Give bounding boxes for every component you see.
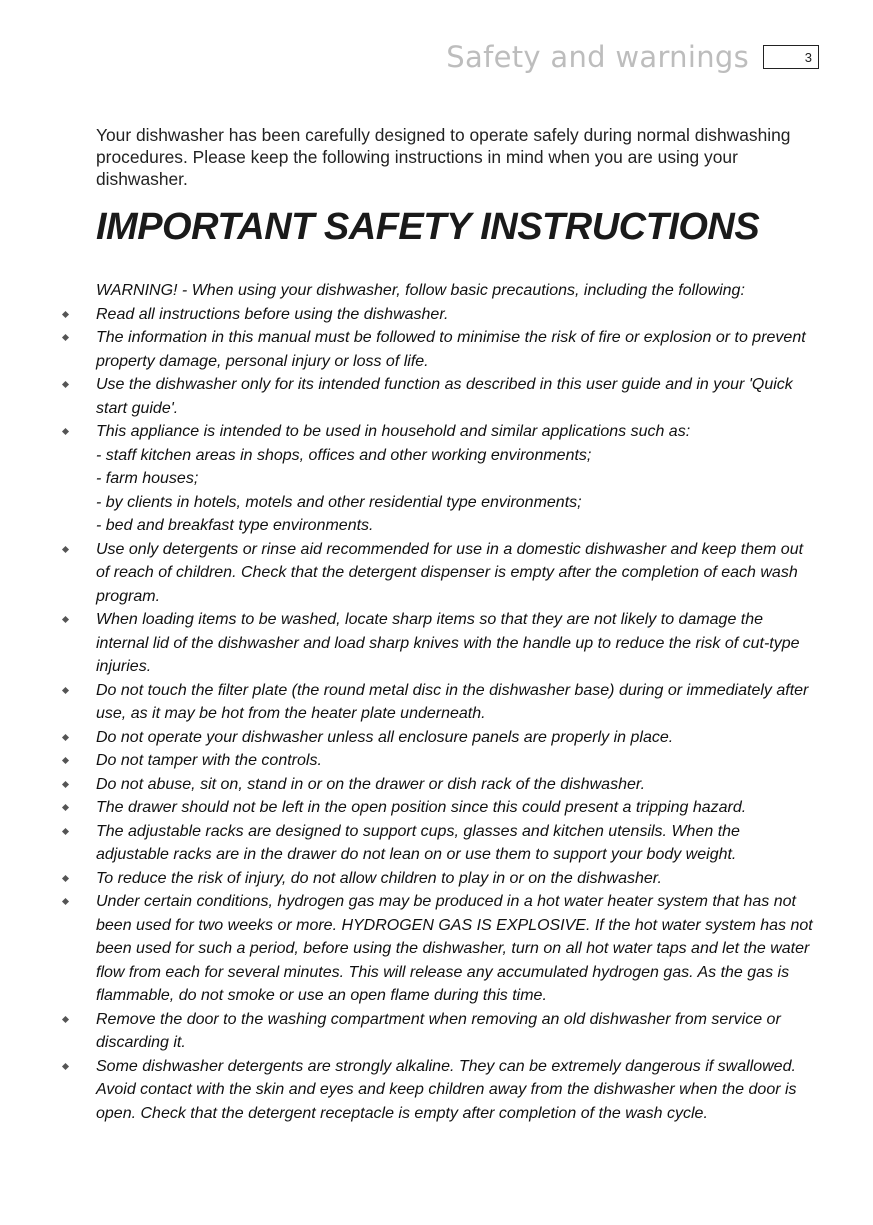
list-item — [96, 890, 816, 1008]
list-item-text: Use only detergents or rinse aid recommended for use in a domestic dishwasher and keep them out of reach of children. Check that the detergent dispenser is empty after the completion of each wash program. — [96, 540, 804, 605]
sub-list-item: - farm houses; — [96, 470, 199, 487]
list-item — [96, 420, 816, 538]
sub-list-item: - by clients in hotels, motels and other residential type environments; — [96, 493, 582, 511]
bullet-icon — [62, 616, 69, 623]
safety-instructions — [96, 279, 816, 1125]
list-item — [96, 679, 816, 726]
bullet-list — [96, 303, 816, 1126]
list-item — [96, 726, 816, 750]
bullet-icon — [62, 757, 69, 764]
bullet-icon — [62, 733, 69, 740]
page-header — [446, 40, 819, 74]
list-item — [96, 538, 816, 609]
sub-list-item: - bed and breakfast type environments. — [96, 517, 374, 534]
bullet-icon — [62, 1062, 69, 1069]
list-item — [96, 796, 816, 820]
bullet-icon — [62, 545, 69, 552]
bullet-icon — [62, 780, 69, 787]
bullet-icon — [62, 686, 69, 693]
page-number: 3 — [763, 45, 819, 69]
list-item-text: When loading items to be washed, locate sharp items so that they are not likely to damage the internal lid of the dishwasher and load sharp knives with the handle up to reduce the risk of cut-type injuries. — [96, 611, 800, 675]
list-item — [96, 820, 816, 867]
list-item-text: Do not abuse, sit on, stand in or on the drawer or dish rack of the dishwasher. — [96, 775, 646, 793]
intro-text: Your dishwasher has been carefully designed to operate safely during normal dishwashing procedures. Please keep the following instructions in mind when you are using your dishwasher. — [96, 125, 791, 189]
list-item-text: Do not operate your dishwasher unless all enclosure panels are properly in place. — [96, 728, 674, 746]
list-item — [96, 373, 816, 420]
list-item-text: The adjustable racks are designed to support cups, glasses and kitchen utensils. When the adjustable racks are in the drawer do not lean on or use them to support your body weight. — [96, 822, 740, 863]
bullet-icon — [62, 874, 69, 881]
list-item — [96, 608, 816, 679]
list-item-text: The drawer should not be left in the open position since this could present a tripping hazard. — [96, 799, 747, 816]
main-heading: IMPORTANT SAFETY INSTRUCTIONS — [96, 206, 760, 248]
sub-list-item: - staff kitchen areas in shops, offices and other working environments; — [96, 446, 592, 464]
bullet-icon — [62, 898, 69, 905]
bullet-icon — [62, 827, 69, 834]
section-title: Safety and warnings — [446, 40, 749, 74]
bullet-icon — [62, 310, 69, 317]
list-item — [96, 1008, 816, 1055]
list-item-text: Some dishwasher detergents are strongly alkaline. They can be extremely dangerous if swallowed. Avoid contact with the skin and eyes and keep children away from the dishwasher when the door is open. Check that the detergent receptacle is empty after completion of the wash cycle. — [96, 1057, 797, 1122]
list-item-text: This appliance is intended to be used in household and similar applications such as: — [96, 423, 691, 440]
list-item-text: Do not tamper with the controls. — [96, 752, 322, 769]
list-item-text: To reduce the risk of injury, do not allow children to play in or on the dishwasher. — [96, 869, 662, 887]
list-item-text: Do not touch the filter plate (the round metal disc in the dishwasher base) during or immediately after use, as it may be hot from the heater plate underneath. — [96, 681, 809, 722]
list-item-text: Under certain conditions, hydrogen gas may be produced in a hot water heater system that has not been used for two weeks or more. HYDROGEN GAS IS EXPLOSIVE. If the hot water system has not been used for such a period, before using the dishwasher, turn on all hot water taps and let the water flow from each for several minutes. This will release any accumulated hydrogen gas. As the gas is flammable, do not smoke or use an open flame during this time. — [96, 893, 813, 1004]
bullet-icon — [62, 804, 69, 811]
list-item — [96, 326, 816, 373]
list-item — [96, 303, 816, 327]
list-item — [96, 1055, 816, 1126]
list-item-text: The information in this manual must be followed to minimise the risk of fire or explosion or to prevent property damage, personal injury or loss of life. — [96, 329, 806, 370]
bullet-icon — [62, 1015, 69, 1022]
list-item-text: Use the dishwasher only for its intended function as described in this user guide and in your 'Quick start guide'. — [96, 376, 793, 417]
warning-text: WARNING! - When using your dishwasher, follow basic precautions, including the following: — [96, 282, 745, 299]
bullet-icon — [62, 428, 69, 435]
intro-paragraph — [96, 124, 796, 190]
bullet-icon — [62, 334, 69, 341]
bullet-icon — [62, 381, 69, 388]
list-item — [96, 749, 816, 773]
list-item — [96, 773, 816, 797]
list-item-text: Remove the door to the washing compartment when removing an old dishwasher from service or discarding it. — [96, 1010, 781, 1051]
list-item — [96, 867, 816, 891]
list-item-text: Read all instructions before using the dishwasher. — [96, 305, 449, 323]
